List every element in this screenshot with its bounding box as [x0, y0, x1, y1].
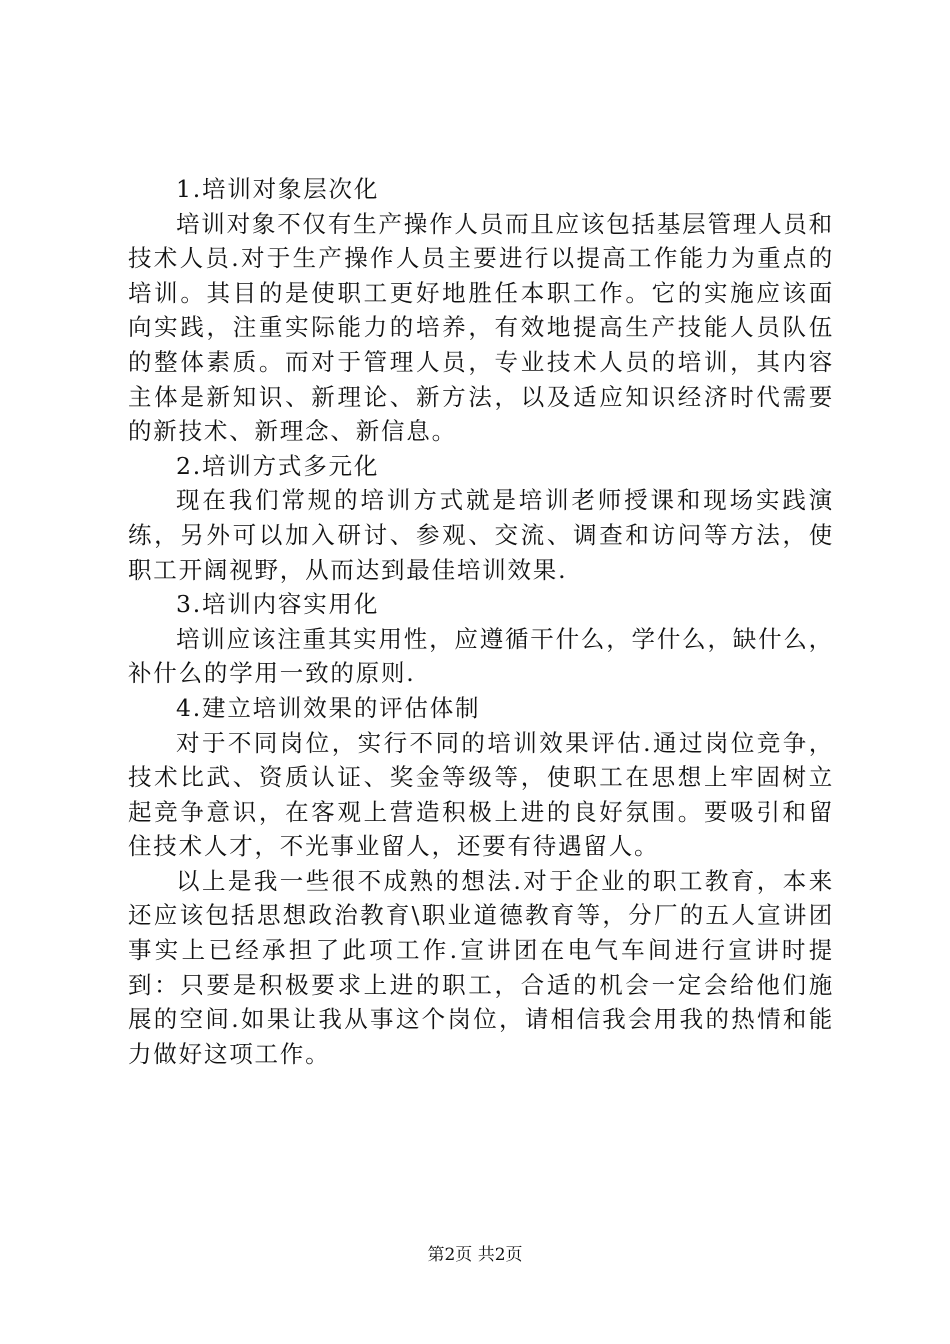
- paragraph-5: 以上是我一些很不成熟的想法.对于企业的职工教育，本来还应该包括思想政治教育\职业道德教育等，分厂的五人宣讲团事实上已经承担了此项工作.宣讲团在电气车间进行宣讲时提到：只要是积极要求上进的职工，合适的机会一定会给他们施展的空间.如果让我从事这个岗位，请相信我会用我的热情和能力做好这项工作。: [128, 866, 834, 1068]
- section-heading-4: 4.建立培训效果的评估体制: [176, 693, 481, 722]
- document-body: [128, 172, 834, 1071]
- paragraph-1: 培训对象不仅有生产操作人员而且应该包括基层管理人员和技术人员.对于生产操作人员主要进行以提高工作能力为重点的培训。其目的是使职工更好地胜任本职工作。它的实施应该面向实践，注重实际能力的培养，有效地提高生产技能人员队伍的整体素质。而对于管理人员，专业技术人员的培训，其内容主体是新知识、新理论、新方法，以及适应知识经济时代需要的新技术、新理念、新信息。: [128, 209, 834, 446]
- paragraph-2: 现在我们常规的培训方式就是培训老师授课和现场实践演练，另外可以加入研讨、参观、交流、调查和访问等方法，使职工开阔视野，从而达到最佳培训效果.: [128, 486, 834, 584]
- paragraph-4: 对于不同岗位，实行不同的培训效果评估.通过岗位竞争，技术比武、资质认证、奖金等级等，使职工在思想上牢固树立起竞争意识，在客观上营造积极上进的良好氛围。要吸引和留住技术人才，不光事业留人，还要有待遇留人。: [128, 728, 834, 861]
- section-heading-3: 3.培训内容实用化: [176, 590, 380, 619]
- paragraph-3: 培训应该注重其实用性，应遵循干什么，学什么，缺什么，补什么的学用一致的原则.: [128, 624, 834, 688]
- section-heading-1: 1.培训对象层次化: [176, 175, 380, 203]
- page-footer: 第2页 共2页: [427, 1245, 523, 1265]
- section-heading-2: 2.培训方式多元化: [176, 451, 380, 480]
